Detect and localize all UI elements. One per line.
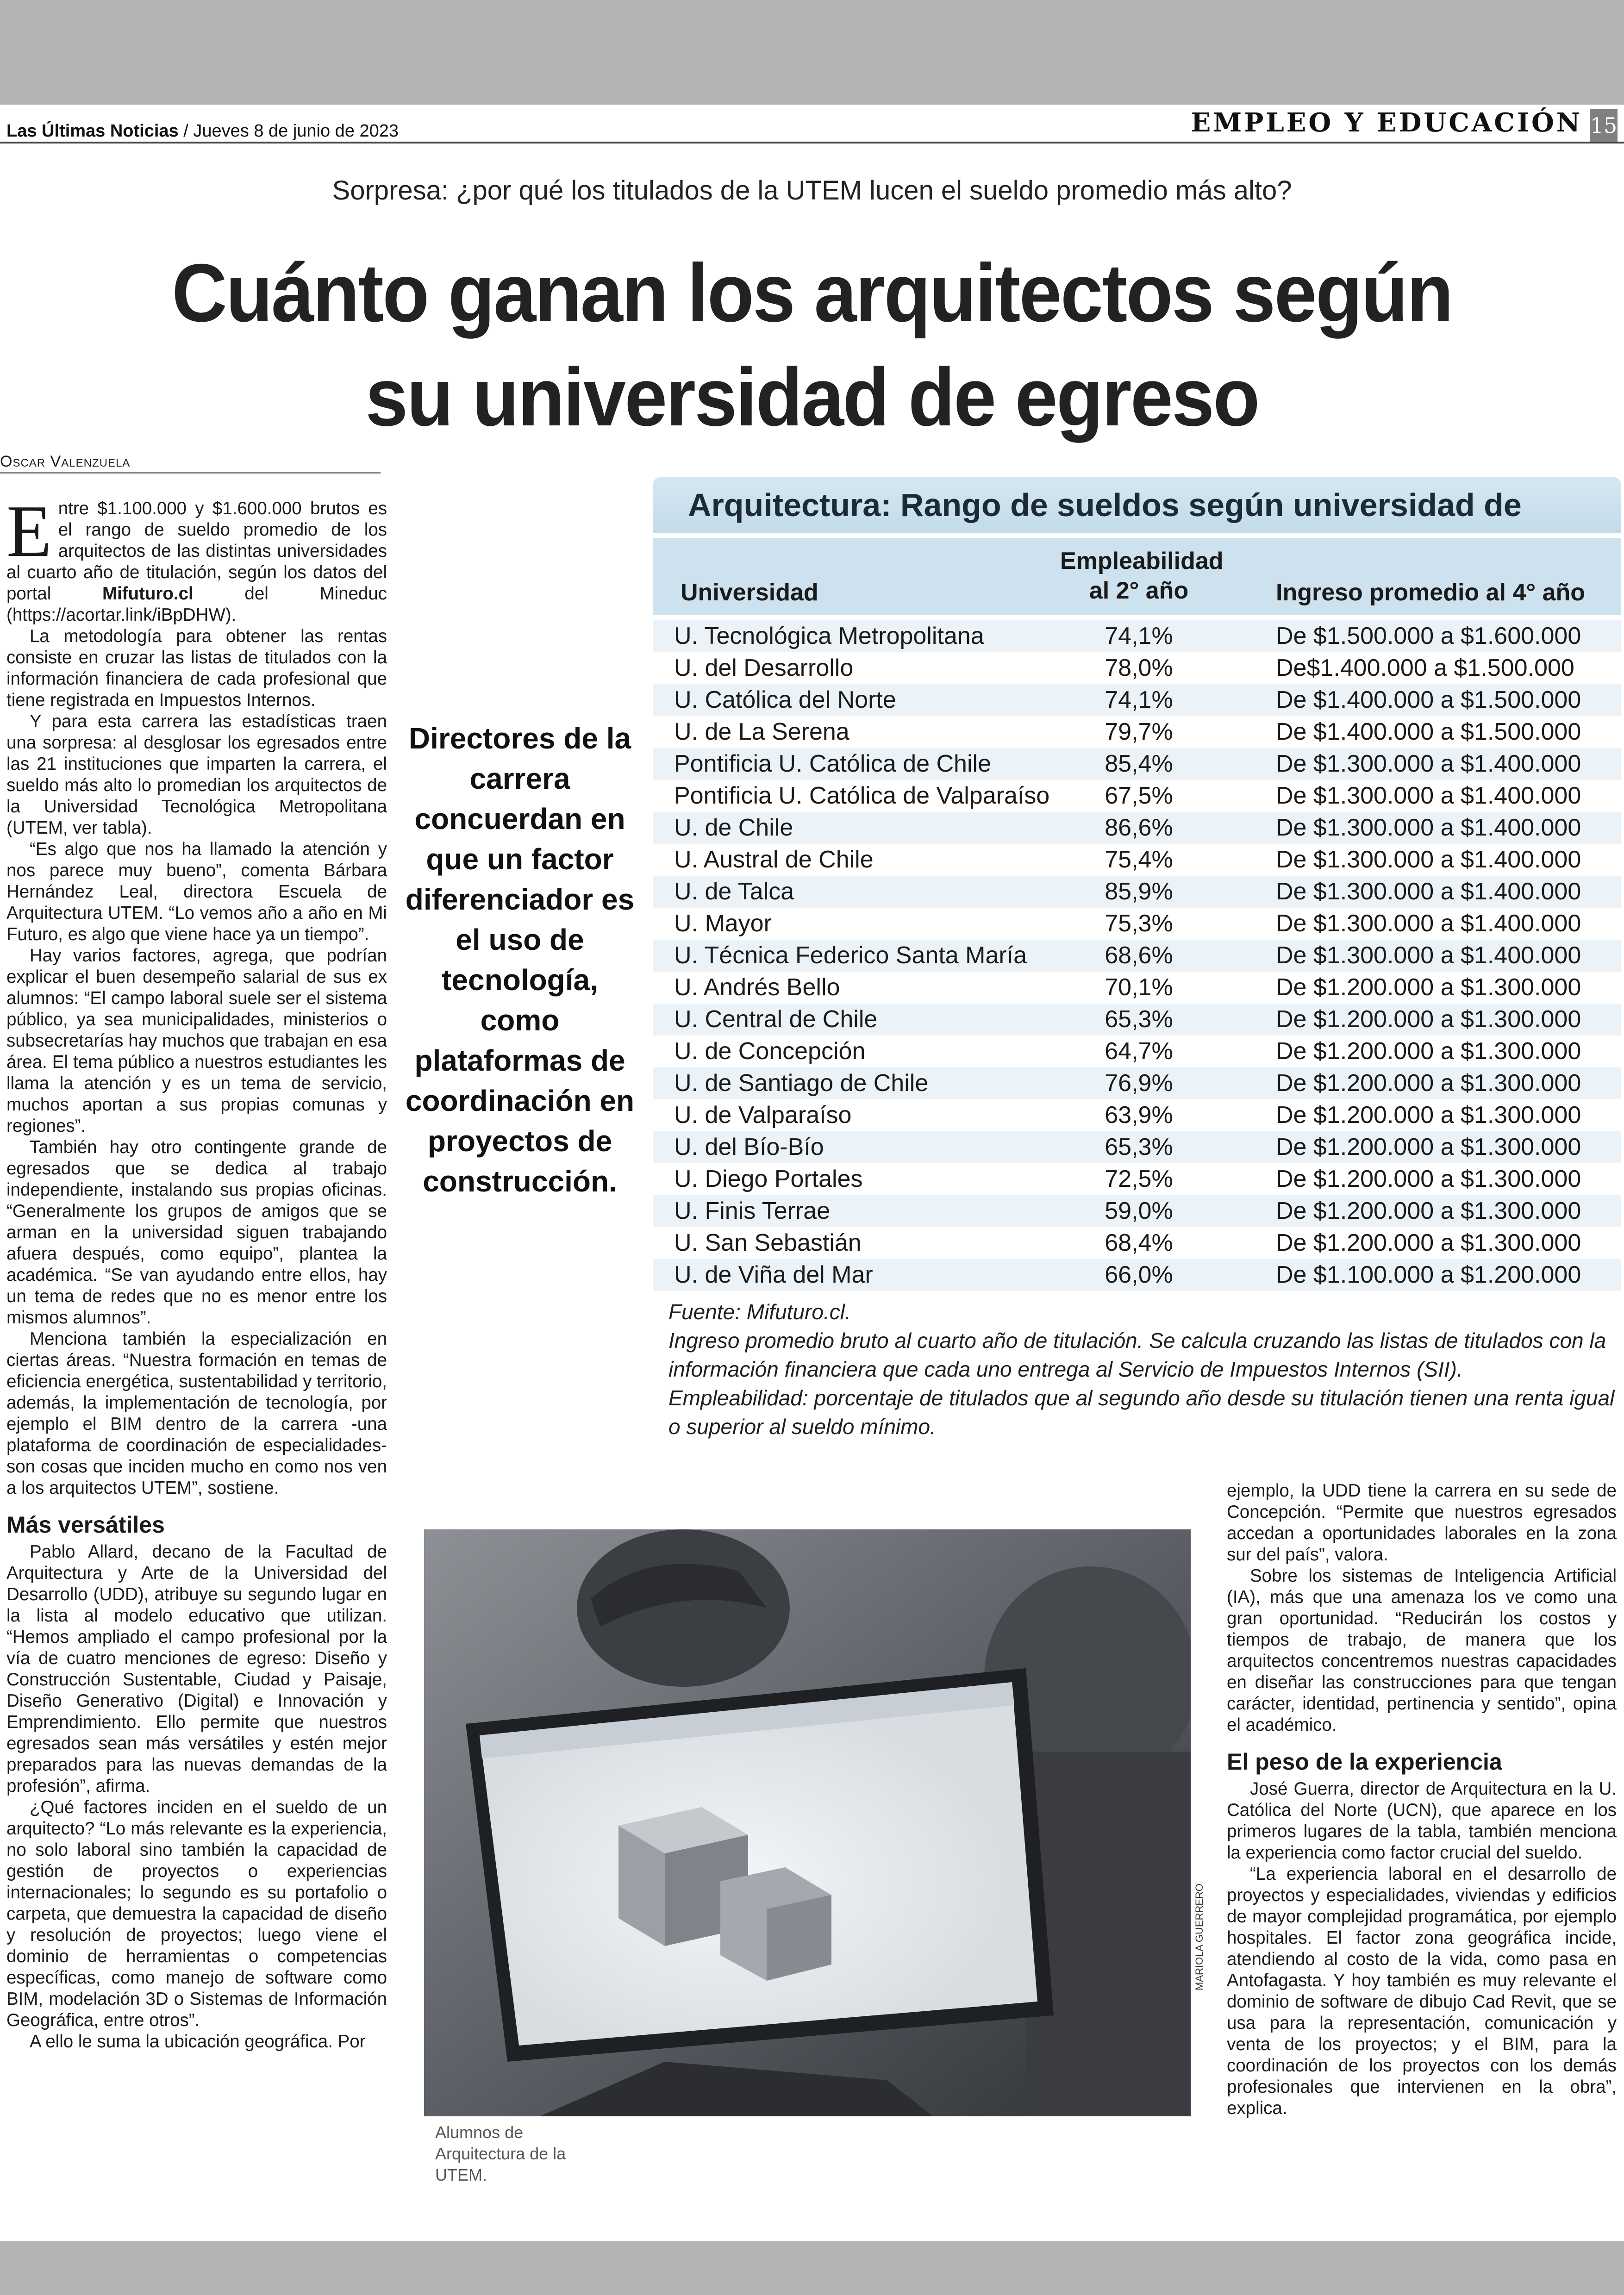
cell-empleabilidad: 67,5% xyxy=(1105,782,1173,809)
cell-universidad: U. del Desarrollo xyxy=(674,655,854,681)
table-row xyxy=(653,1099,1621,1131)
photo-caption: Alumnos de Arquitectura de la UTEM. xyxy=(435,2123,566,2184)
table-footnote xyxy=(653,1297,1621,1441)
cell-universidad: U. San Sebastián xyxy=(674,1229,862,1256)
students-photo xyxy=(424,1529,1191,2116)
drop-cap: E xyxy=(6,490,52,572)
article-paragraph: ¿Qué factores inciden en el sueldo de un arquitecto? “Lo más relevante es la experiencia, no solo laboral sino también la capacidad de gestión de proyectos o experiencias internacionales; lo segundo es su portafolio o carpeta, que demuestra la capacidad de diseño y resolución de proyectos; luego viene el dominio de herramientas o competencias específicas, como manejo de software como BIM, modelación 3D o Sistemas de Información Geográfica, entre otros”. xyxy=(6,1797,387,2030)
article-paragraph: José Guerra, director de Arquitectura en la U. Católica del Norte (UCN), que aparece en los primeros lugares de la tabla, también menciona la experiencia como factor crucial del sueldo. xyxy=(1227,1779,1617,1863)
table-body xyxy=(653,620,1621,1291)
cell-universidad: U. de Valparaíso xyxy=(674,1102,852,1129)
section-title: EMPLEO Y EDUCACIÓN xyxy=(1191,107,1582,138)
cell-universidad: U. Austral de Chile xyxy=(674,846,874,873)
headline xyxy=(57,241,1567,449)
cell-universidad: U. de Viña del Mar xyxy=(674,1261,873,1288)
photo-credit: MARIOLA GUERRERO xyxy=(1193,1883,1205,1990)
page-number: 15 xyxy=(1590,109,1618,142)
cell-ingreso: De $1.200.000 a $1.300.000 xyxy=(1276,1070,1581,1097)
table-note-ingreso: Ingreso promedio bruto al cuarto año de titulación. Se calcula cruzando las listas de titulados con la información financiera que cada uno entrega al Servicio de Impuestos Internos (SII). xyxy=(668,1328,1606,1381)
table-row xyxy=(653,1035,1621,1067)
issue-date: / Jueves 8 de junio de 2023 xyxy=(183,121,399,141)
cell-empleabilidad: 85,4% xyxy=(1105,750,1173,777)
salary-table xyxy=(653,477,1621,1441)
subheading: Más versátiles xyxy=(6,1512,165,1538)
cell-empleabilidad: 65,3% xyxy=(1105,1006,1173,1033)
portal-name: Mifuturo.cl xyxy=(102,584,194,604)
cell-ingreso: De $1.200.000 a $1.300.000 xyxy=(1276,1038,1581,1065)
table-row xyxy=(653,1004,1621,1035)
cell-universidad: U. Mayor xyxy=(674,910,772,937)
cell-empleabilidad: 63,9% xyxy=(1105,1102,1173,1129)
table-header xyxy=(653,538,1621,615)
article-paragraph: “Es algo que nos ha llamado la atención y nos parece muy bueno”, comenta Bárbara Hernández Leal, directora Escuela de Arquitectura UTEM. “Lo vemos año a año en Mi Futuro, es algo que viene hace ya un tiempo”. xyxy=(6,839,387,944)
table-row xyxy=(653,812,1621,844)
cell-universidad: U. de Talca xyxy=(674,878,794,905)
article-paragraph: A ello le suma la ubicación geográfica. Por xyxy=(30,2032,366,2052)
kicker: Sorpresa: ¿por qué los titulados de la UTEM lucen el sueldo promedio más alto? xyxy=(332,175,1292,206)
subheading: El peso de la experiencia xyxy=(1227,1749,1502,1775)
cell-ingreso: De $1.300.000 a $1.400.000 xyxy=(1276,814,1581,841)
cell-empleabilidad: 65,3% xyxy=(1105,1134,1173,1160)
cell-empleabilidad: 68,6% xyxy=(1105,942,1173,969)
table-row xyxy=(653,1067,1621,1099)
cell-ingreso: De $1.500.000 a $1.600.000 xyxy=(1276,623,1581,649)
headline-line-2: su universidad de egreso xyxy=(365,351,1259,443)
header-ingreso: Ingreso promedio al 4° año xyxy=(1276,579,1586,606)
table-row xyxy=(653,780,1621,812)
cell-universidad: U. Tecnológica Metropolitana xyxy=(674,623,984,649)
pull-quote: Directores de la carrera concuerdan en que un factor diferenciador es el uso de tecnología, como plataformas de coordinación en proyectos de construcción. xyxy=(405,722,635,1198)
table-row xyxy=(653,1259,1621,1291)
byline-rule xyxy=(0,472,381,474)
header-empleabilidad: Empleabilidad al 2° año xyxy=(1060,548,1224,604)
cell-empleabilidad: 78,0% xyxy=(1105,655,1173,681)
cell-ingreso: De $1.200.000 a $1.300.000 xyxy=(1276,1197,1581,1224)
cell-empleabilidad: 68,4% xyxy=(1105,1229,1173,1256)
table-row xyxy=(653,620,1621,652)
article-paragraph: ejemplo, la UDD tiene la carrera en su sede de Concepción. “Permite que nuestros egresados accedan a oportunidades laborales en la zona sur del país”, valora. xyxy=(1227,1481,1617,1565)
table-row xyxy=(653,844,1621,876)
cell-ingreso: De $1.100.000 a $1.200.000 xyxy=(1276,1261,1581,1288)
masthead-left xyxy=(6,121,399,141)
cell-ingreso: De $1.300.000 a $1.400.000 xyxy=(1276,910,1581,937)
byline: Oscar Valenzuela xyxy=(0,453,131,470)
header-universidad: Universidad xyxy=(681,579,818,606)
cell-ingreso: De $1.300.000 a $1.400.000 xyxy=(1276,782,1581,809)
article-column-3 xyxy=(1227,1480,1617,2119)
article-paragraph: También hay otro contingente grande de egresados que se dedica al trabajo independiente, instalando sus propias oficinas. “Generalmente los grupos de amigos que se arman en la universidad siguen trabajando afuera después, como equipo”, plantea la académica. “Se van ayudando entre ellos, hay un tema de redes que no es menor entre los mismos alumnos”. xyxy=(6,1137,387,1328)
cell-universidad: U. de Concepción xyxy=(674,1038,866,1065)
cell-universidad: Pontificia U. Católica de Chile xyxy=(674,750,991,777)
table-title: Arquitectura: Rango de sueldos según universidad de xyxy=(653,477,1621,533)
cell-ingreso: De $1.200.000 a $1.300.000 xyxy=(1276,1102,1581,1129)
article-paragraph: Sobre los sistemas de Inteligencia Artificial (IA), más que una amenaza los ve como una gran oportunidad. “Reducirán los costos y tiempos de trabajo, de manera que los arquitectos concentremos nuestras capacidades en diseñar las construcciones para que tengan carácter, identidad, pertinencia y sentido”, opina el académico. xyxy=(1227,1566,1617,1735)
table-row xyxy=(653,652,1621,684)
table-note-empleabilidad: Empleabilidad: porcentaje de titulados que al segundo año desde su titulación tienen una renta igual o superior al sueldo mínimo. xyxy=(668,1386,1615,1439)
cell-ingreso: De $1.300.000 a $1.400.000 xyxy=(1276,750,1581,777)
cell-empleabilidad: 79,7% xyxy=(1105,718,1173,745)
cell-ingreso: De $1.400.000 a $1.500.000 xyxy=(1276,686,1581,713)
scan-top-margin xyxy=(0,0,1624,105)
article-paragraph: “La experiencia laboral en el desarrollo de proyectos y especialidades, viviendas y edificios de mayor complejidad programática, por ejemplo hospitales. El factor zona geográfica incide, atendiendo al costo de la vida, como pasa en Antofagasta. Y hoy también es muy relevante el dominio de software de dibujo Cad Revit, que se usa para la representación, comunicación y venta de los proyectos; y el BIM, para la coordinación de los proyectos con los demás profesionales que intervienen en la obra”, explica. xyxy=(1227,1864,1617,2118)
photo-illustration xyxy=(424,1529,1191,2116)
scan-bottom-margin xyxy=(0,2241,1624,2295)
table-row xyxy=(653,1163,1621,1195)
cell-empleabilidad: 74,1% xyxy=(1105,686,1173,713)
cell-empleabilidad: 59,0% xyxy=(1105,1197,1173,1224)
table-row xyxy=(653,1227,1621,1259)
table-row xyxy=(653,1195,1621,1227)
paper-name: Las Últimas Noticias xyxy=(6,121,179,141)
article-paragraph: Menciona también la especialización en ciertas áreas. “Nuestra formación en temas de eficiencia energética, sustentabilidad y territorio, además, la implementación de tecnología, por ejemplo el BIM dentro de la carrera -una plataforma de coordinación de especialidades- son cosas que inciden mucho en como nos ven a los arquitectos UTEM”, sostiene. xyxy=(6,1329,387,1498)
cell-ingreso: De $1.200.000 a $1.300.000 xyxy=(1276,1134,1581,1160)
cell-empleabilidad: 75,3% xyxy=(1105,910,1173,937)
cell-ingreso: De $1.200.000 a $1.300.000 xyxy=(1276,974,1581,1001)
cell-empleabilidad: 85,9% xyxy=(1105,878,1173,905)
cell-empleabilidad: 64,7% xyxy=(1105,1038,1173,1065)
table-row xyxy=(653,716,1621,748)
cell-universidad: Pontificia U. Católica de Valparaíso xyxy=(674,782,1050,809)
cell-universidad: U. Finis Terrae xyxy=(674,1197,831,1224)
table-source: Fuente: Mifuturo.cl. xyxy=(668,1300,851,1324)
masthead-rule xyxy=(0,142,1624,143)
article-column-1 xyxy=(6,490,387,2052)
cell-universidad: U. de Santiago de Chile xyxy=(674,1070,929,1097)
cell-universidad: U. Andrés Bello xyxy=(674,974,840,1001)
cell-empleabilidad: 72,5% xyxy=(1105,1166,1173,1192)
cell-ingreso: De $1.300.000 a $1.400.000 xyxy=(1276,942,1581,969)
article-paragraph: Entre $1.100.000 y $1.600.000 brutos es el rango de sueldo promedio de los arquitectos de las distintas universidades al cuarto año de titulación, según los datos del portal Mifuturo.cl del Mineduc (https://acortar.link/iBpDHW). xyxy=(6,490,387,625)
table-row xyxy=(653,972,1621,1004)
cell-ingreso: De$1.400.000 a $1.500.000 xyxy=(1276,655,1574,681)
cell-ingreso: De $1.300.000 a $1.400.000 xyxy=(1276,846,1581,873)
cell-ingreso: De $1.400.000 a $1.500.000 xyxy=(1276,718,1581,745)
cell-empleabilidad: 66,0% xyxy=(1105,1261,1173,1288)
headline-line-1: Cuánto ganan los arquitectos según xyxy=(172,247,1452,339)
cell-empleabilidad: 74,1% xyxy=(1105,623,1173,649)
table-row xyxy=(653,684,1621,716)
table-row xyxy=(653,908,1621,940)
article-paragraph: Pablo Allard, decano de la Facultad de Arquitectura y Arte de la Universidad del Desarrollo (UDD), atribuye su segundo lugar en la lista al modelo educativo que utilizan. “Hemos ampliado el campo profesional por la vía de cuatro menciones de egreso: Diseño y Construcción Sustentable, Ciudad y Paisaje, Diseño Generativo (Digital) e Innovación y Emprendimiento. Ello permite que nuestros egresados sean más versátiles y estén mejor preparados para las nuevas demandas de la profesión”, afirma. xyxy=(6,1542,387,1796)
cell-ingreso: De $1.200.000 a $1.300.000 xyxy=(1276,1006,1581,1033)
cell-empleabilidad: 76,9% xyxy=(1105,1070,1173,1097)
cell-universidad: U. de Chile xyxy=(674,814,793,841)
cell-ingreso: De $1.300.000 a $1.400.000 xyxy=(1276,878,1581,905)
cell-empleabilidad: 86,6% xyxy=(1105,814,1173,841)
cell-universidad: U. del Bío-Bío xyxy=(674,1134,824,1160)
table-row xyxy=(653,1131,1621,1163)
cell-empleabilidad: 75,4% xyxy=(1105,846,1173,873)
table-row xyxy=(653,876,1621,908)
cell-universidad: U. de La Serena xyxy=(674,718,849,745)
cell-ingreso: De $1.200.000 a $1.300.000 xyxy=(1276,1229,1581,1256)
cell-empleabilidad: 70,1% xyxy=(1105,974,1173,1001)
cell-universidad: U. Técnica Federico Santa María xyxy=(674,942,1027,969)
table-row xyxy=(653,748,1621,780)
table-row xyxy=(653,940,1621,972)
cell-universidad: U. Central de Chile xyxy=(674,1006,878,1033)
article-paragraph: La metodología para obtener las rentas consiste en cruzar las listas de titulados con la información financiera de cada profesional que tiene registrada en Impuestos Internos. xyxy=(6,626,387,710)
cell-ingreso: De $1.200.000 a $1.300.000 xyxy=(1276,1166,1581,1192)
article-paragraph: Hay varios factores, agrega, que podrían explicar el buen desempeño salarial de sus ex alumnos: “El campo laboral suele ser el sistema público, ya sea municipalidades, ministerios o subsecretarías hay muchos que trabajan en esa área. El tema público a nuestros estudiantes les llama la atención y es un tema de servicio, muchos aportan a sus propias comunas y regiones”. xyxy=(6,946,387,1136)
article-paragraph: Y para esta carrera las estadísticas traen una sorpresa: al desglosar los egresados entre las 21 instituciones que imparten la carrera, el sueldo más alto lo promedian los arquitectos de la Universidad Tecnológica Metropolitana (UTEM, ver tabla). xyxy=(6,711,387,838)
cell-universidad: U. Diego Portales xyxy=(674,1166,863,1192)
cell-universidad: U. Católica del Norte xyxy=(674,686,896,713)
